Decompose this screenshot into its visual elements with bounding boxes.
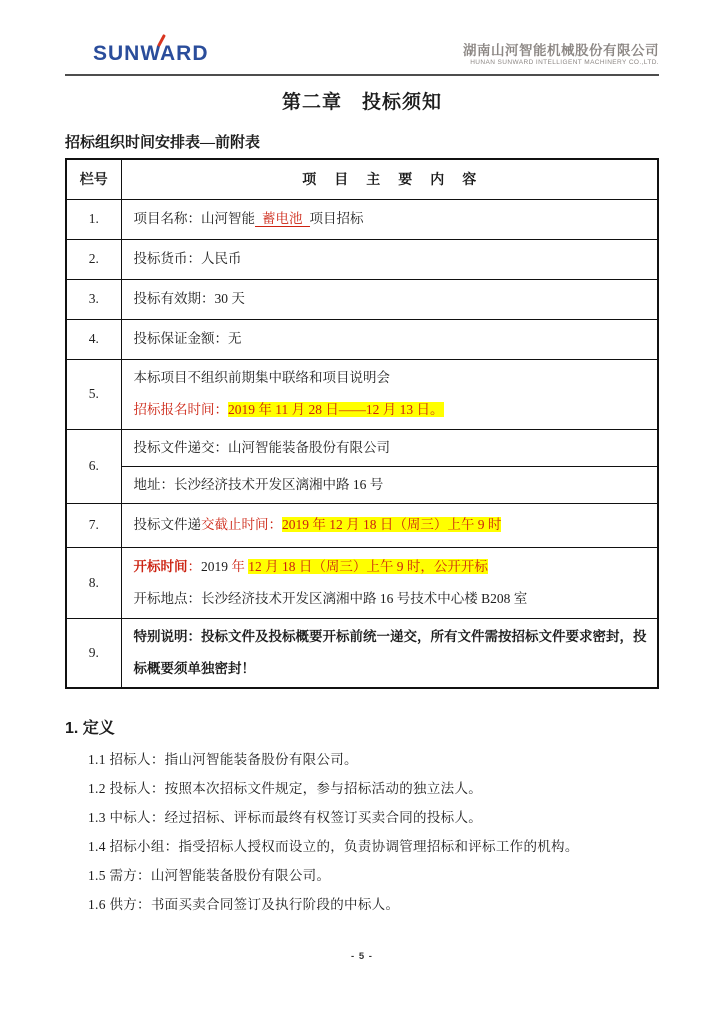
definition-item: 1.1 招标人：指山河智能装备股份有限公司。 [88, 751, 358, 767]
row-number: 4. [66, 319, 121, 359]
styled-text-segment: 2019 年 12 月 18 日（周三）上午 9 时 [282, 517, 502, 532]
sunward-logo [93, 42, 209, 66]
styled-text-segment: 开标时间 [133, 558, 188, 574]
text-segment: 投标货币：人民币 [133, 251, 242, 266]
row-number: 1. [66, 199, 121, 239]
row-content [121, 199, 658, 239]
table-row [66, 618, 658, 688]
definition-item: 1.2 投标人：按照本次招标文件规定，参与招标活动的独立法人。 [88, 780, 483, 796]
styled-text-segment: ： [187, 558, 201, 574]
definitions-heading: 1. 定义 [65, 719, 115, 737]
company-name-block [463, 43, 659, 66]
text-segment: 投标文件递 [133, 517, 201, 532]
styled-text-segment: 2019 年 11 月 28 日——12 月 13 日。 [228, 402, 444, 417]
table-row [66, 359, 658, 429]
text-segment: 本标项目不组织前期集中联络和项目说明会 [133, 370, 390, 385]
text-segment: 2019 [201, 558, 232, 574]
table-header-row [66, 159, 658, 199]
content-line [134, 243, 648, 275]
table-row [66, 239, 658, 279]
content-line [134, 283, 648, 315]
text-segment: 地址：长沙经济技术开发区漓湘中路 16 号 [133, 476, 384, 492]
row-content [121, 359, 658, 429]
styled-text-segment: 12 月 18 日（周三）上午 9 时，公开开标 [248, 558, 488, 574]
row-number: 5. [66, 359, 121, 429]
chapter-title: 第二章 投标须知 [281, 92, 442, 113]
row-content [121, 466, 658, 503]
content-line [134, 621, 648, 685]
row-number: 8. [66, 547, 121, 618]
column-header-number: 栏号 [66, 159, 121, 199]
sunward-logo-text: SUNWARD [93, 42, 209, 65]
text-segment: 投标保证金额：无 [133, 331, 242, 346]
styled-text-segment: 招标报名时间： [133, 402, 228, 417]
content-line [134, 394, 648, 426]
row-content [121, 239, 658, 279]
text-segment: 项目名称：山河智能 [133, 211, 255, 226]
styled-text-segment: 蓄电池 [255, 211, 310, 227]
content-line [134, 583, 648, 615]
definitions-list [65, 753, 659, 912]
definition-item: 1.3 中标人：经过招标、评标而最终有权签订买卖合同的投标人。 [88, 809, 483, 825]
content-line [134, 323, 648, 355]
row-content [121, 618, 658, 688]
table-row [66, 319, 658, 359]
styled-text-segment: 年 [231, 558, 249, 574]
bid-schedule-table [65, 158, 659, 689]
content-line [134, 362, 648, 394]
text-segment: 投标有效期：30 天 [133, 291, 245, 306]
document-header [65, 42, 659, 76]
row-content [121, 503, 658, 547]
table-row [66, 466, 658, 503]
definition-item: 1.5 需方：山河智能装备股份有限公司。 [88, 867, 331, 883]
row-content [121, 279, 658, 319]
text-segment: 投标文件递交：山河智能装备股份有限公司 [133, 439, 390, 455]
table-caption: 招标组织时间安排表—前附表 [65, 135, 261, 151]
company-name-chinese: 湖南山河智能机械股份有限公司 [463, 43, 659, 59]
row-number: 2. [66, 239, 121, 279]
table-row [66, 279, 658, 319]
row-number: 6. [66, 429, 121, 503]
definition-item: 1.6 供方：书面买卖合同签订及执行阶段的中标人。 [88, 896, 400, 912]
row-number: 9. [66, 618, 121, 688]
styled-text-segment: 交截止时间： [201, 517, 282, 532]
content-line [134, 432, 648, 464]
row-content [121, 547, 658, 618]
column-header-content: 项 目 主 要 内 容 [121, 159, 658, 199]
content-line [134, 509, 648, 541]
styled-text-segment: 特别说明：投标文件及投标概要开标前统一递交，所有文件需按招标文件要求密封，投标概要须单独密封！ [133, 628, 647, 676]
table-row [66, 503, 658, 547]
table-row [66, 547, 658, 618]
row-content [121, 429, 658, 466]
page-number: - 5 - [351, 951, 373, 962]
content-line [134, 551, 648, 583]
text-segment: 开标地点：长沙经济技术开发区漓湘中路 16 号技术中心楼 B208 室 [133, 590, 528, 606]
schedule-table-body [66, 159, 658, 688]
table-row [66, 199, 658, 239]
content-line [134, 203, 648, 235]
company-name-english: HUNAN SUNWARD INTELLIGENT MACHINERY CO.,LTD. [470, 58, 659, 66]
text-segment: 项目招标 [309, 211, 364, 226]
row-number: 7. [66, 503, 121, 547]
row-content [121, 319, 658, 359]
row-number: 3. [66, 279, 121, 319]
content-line [134, 469, 648, 501]
table-row [66, 429, 658, 466]
definition-item: 1.4 招标小组：指受招标人授权而设立的，负责协调管理招标和评标工作的机构。 [88, 838, 579, 854]
